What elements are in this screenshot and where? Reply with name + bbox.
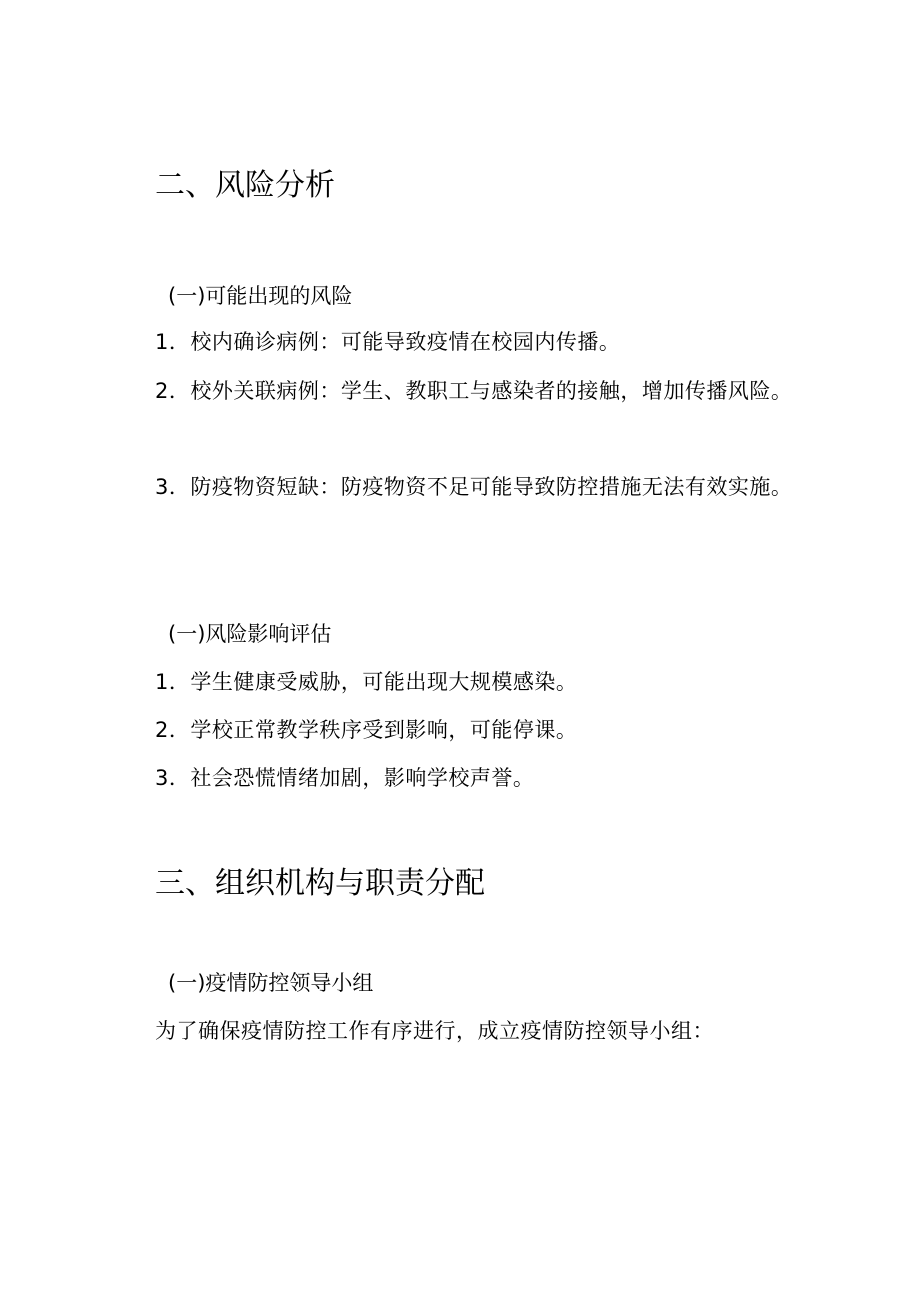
leading-group-intro: 为了确保疫情防控工作有序进行，成立疫情防控领导小组： [155, 1019, 714, 1043]
impact-item-2: 2．学校正常教学秩序受到影响，可能停课。 [155, 718, 578, 742]
subsection-title-risk-impact: (一)风险影响评估 [168, 622, 332, 646]
impact-item-3: 3．社会恐慌情绪加剧，影响学校声誉。 [155, 766, 535, 790]
section-title-risk-analysis: 二、风险分析 [155, 168, 335, 203]
subsection-title-leading-group: (一)疫情防控领导小组 [168, 971, 374, 995]
section-title-organization: 三、组织机构与职责分配 [155, 866, 485, 901]
subsection-title-possible-risks: (一)可能出现的风险 [168, 284, 353, 308]
risk-item-2: 2．校外关联病例：学生、教职工与感染者的接触，增加传播风险。 [155, 379, 793, 403]
impact-item-1: 1．学生健康受威胁，可能出现大规模感染。 [155, 670, 578, 694]
risk-item-3: 3．防疫物资短缺：防疫物资不足可能导致防控措施无法有效实施。 [155, 475, 793, 499]
risk-item-1: 1．校内确诊病例：可能导致疫情在校园内传播。 [155, 330, 621, 354]
